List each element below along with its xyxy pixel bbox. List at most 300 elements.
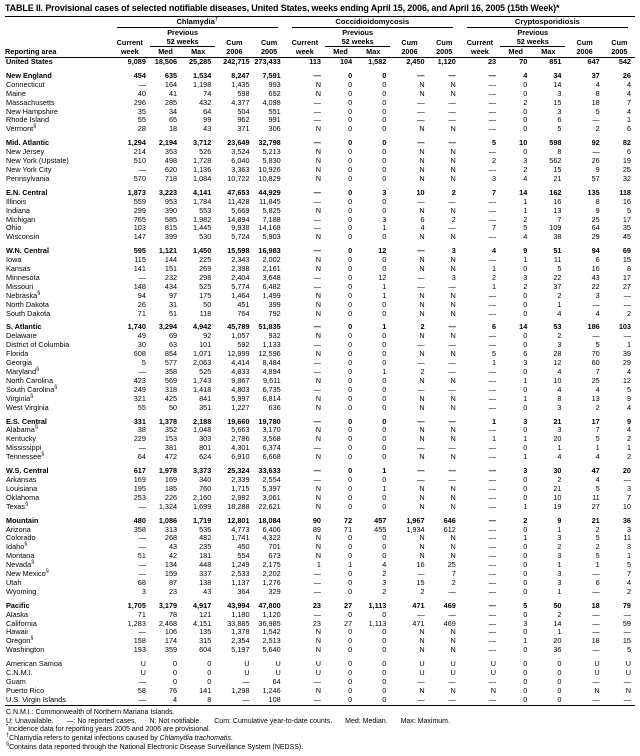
- value-cell: 1,435: [231, 79, 250, 89]
- value-cell: 5: [626, 384, 631, 394]
- reporting-area-cell: W.S. Central: [6, 466, 49, 476]
- value-cell: N: [450, 299, 456, 309]
- value-cell: 4,151: [193, 618, 212, 628]
- value-cell: —: [488, 501, 497, 511]
- value-cell: —: [313, 569, 321, 579]
- value-cell: 12,999: [227, 349, 250, 359]
- value-cell: 23,649: [227, 138, 250, 148]
- value-cell: 10,926: [258, 164, 281, 174]
- value-cell: 718: [164, 173, 178, 183]
- value-cell: 43: [203, 586, 212, 596]
- value-cell: 4: [626, 402, 631, 412]
- col-header-cum: Cum: [226, 37, 243, 47]
- value-cell: 673: [268, 551, 281, 561]
- value-cell: 4: [523, 70, 528, 80]
- value-cell: 159: [164, 569, 178, 579]
- value-cell: N: [315, 308, 321, 318]
- value-cell: 313: [164, 524, 178, 534]
- value-cell: —: [138, 627, 146, 637]
- value-cell: 598: [237, 88, 250, 98]
- value-cell: N: [419, 501, 425, 511]
- value-cell: 0: [382, 173, 387, 183]
- value-cell: 1,071: [193, 349, 212, 359]
- value-cell: 0: [382, 264, 387, 274]
- value-cell: 4: [595, 474, 600, 484]
- value-cell: —: [488, 340, 497, 350]
- value-cell: 3: [523, 416, 528, 426]
- value-cell: 0: [382, 255, 387, 265]
- value-cell: 0: [348, 264, 353, 274]
- value-cell: 0: [523, 694, 528, 704]
- value-cell: —: [448, 677, 456, 686]
- value-cell: 25,324: [227, 466, 250, 476]
- col-header-cum: Cum: [261, 37, 278, 47]
- value-cell: —: [592, 147, 600, 157]
- value-cell: 18,288: [227, 501, 250, 511]
- value-cell: —: [138, 367, 146, 376]
- value-cell: 0: [348, 173, 353, 183]
- value-cell: 624: [199, 452, 212, 462]
- reporting-area-cell: Ohio: [6, 223, 22, 233]
- value-cell: 53: [553, 322, 562, 332]
- value-cell: —: [313, 416, 321, 426]
- value-cell: 315: [199, 636, 212, 646]
- value-cell: 1,324: [158, 501, 178, 511]
- value-cell: 604: [199, 645, 212, 655]
- value-cell: 94: [591, 246, 600, 256]
- value-cell: 4: [626, 106, 631, 116]
- col-header-cum: Cum: [401, 37, 418, 47]
- value-cell: U: [625, 668, 631, 678]
- value-cell: —: [488, 97, 497, 107]
- value-cell: 0: [382, 70, 387, 80]
- value-cell: 242,715: [223, 57, 250, 66]
- value-cell: 472: [164, 452, 178, 462]
- value-cell: 299: [133, 205, 146, 215]
- value-cell: N: [419, 290, 425, 300]
- value-cell: 3: [557, 340, 562, 350]
- value-cell: —: [313, 577, 321, 587]
- value-cell: 1: [595, 443, 600, 453]
- value-cell: 89: [312, 524, 321, 534]
- value-cell: 106: [164, 627, 178, 637]
- value-cell: 2,063: [193, 358, 212, 368]
- value-cell: N: [419, 156, 425, 166]
- value-cell: 1: [523, 501, 528, 511]
- value-cell: N: [450, 349, 456, 359]
- value-cell: —: [313, 214, 321, 224]
- value-cell: 2: [523, 164, 528, 174]
- value-cell: —: [623, 677, 631, 686]
- value-cell: 318: [164, 384, 178, 394]
- value-cell: 0: [382, 501, 387, 511]
- value-cell: 0: [523, 290, 528, 300]
- value-cell: 4,917: [193, 600, 212, 610]
- value-cell: 3,373: [193, 466, 212, 476]
- value-cell: 51: [553, 246, 562, 256]
- value-cell: 0: [348, 322, 353, 332]
- value-cell: 457: [374, 515, 387, 525]
- col-header-2005: 2005: [429, 47, 460, 58]
- value-cell: 3: [557, 569, 562, 579]
- value-cell: —: [138, 569, 146, 579]
- value-cell: 70: [591, 349, 600, 359]
- value-cell: 148: [133, 281, 146, 291]
- value-cell: N: [450, 205, 456, 215]
- col-header-2006: 2006: [390, 47, 428, 58]
- value-cell: 1,120: [262, 609, 281, 619]
- value-cell: 620: [164, 164, 178, 174]
- value-cell: 3,524: [231, 147, 250, 157]
- value-cell: N: [315, 492, 321, 502]
- value-cell: —: [138, 677, 146, 686]
- value-cell: N: [450, 88, 456, 98]
- value-cell: 34: [553, 70, 562, 80]
- value-cell: 4: [626, 367, 631, 376]
- value-cell: N: [419, 533, 425, 543]
- value-cell: 0: [348, 501, 353, 511]
- table-row: [5, 462, 635, 476]
- value-cell: 358: [133, 524, 146, 534]
- value-cell: 1,741: [231, 533, 250, 543]
- value-cell: 1: [557, 443, 562, 453]
- footnote-cnmi: C.N.M.I.: Commonwealth of Northern Mariana Islands.: [6, 708, 175, 716]
- value-cell: 3: [523, 156, 528, 166]
- value-cell: 1,137: [231, 577, 250, 587]
- value-cell: 28: [137, 124, 146, 134]
- value-cell: 9,611: [263, 375, 281, 385]
- value-cell: —: [488, 255, 497, 265]
- dagger-marker: †: [6, 732, 10, 739]
- value-cell: 469: [443, 600, 456, 610]
- section-marker: §: [33, 123, 37, 130]
- value-cell: 0: [382, 474, 387, 484]
- value-cell: N: [315, 147, 321, 157]
- value-cell: 2,468: [158, 618, 178, 628]
- value-cell: 26: [137, 299, 146, 309]
- value-cell: —: [488, 308, 497, 318]
- value-cell: 20: [622, 466, 631, 476]
- value-cell: —: [623, 694, 631, 704]
- reporting-area-cell: Illinois: [6, 196, 27, 206]
- value-cell: 229: [133, 434, 146, 444]
- group-header-coccidioidomycosis: [285, 17, 460, 28]
- value-cell: N: [315, 156, 321, 166]
- value-cell: —: [138, 542, 146, 552]
- value-cell: 1,133: [262, 340, 281, 350]
- value-cell: 3: [626, 524, 631, 534]
- section-marker: §: [6, 741, 10, 748]
- value-cell: 854: [164, 349, 178, 359]
- value-cell: 0: [382, 694, 387, 704]
- value-cell: 2,202: [262, 569, 281, 579]
- value-cell: N: [450, 308, 456, 318]
- value-cell: 1,873: [127, 187, 146, 197]
- reporting-area-header: Reporting area: [5, 17, 110, 58]
- value-cell: —: [313, 70, 321, 80]
- value-cell: 0: [348, 384, 353, 394]
- value-cell: 6,406: [262, 524, 281, 534]
- col-header-current: Current: [291, 37, 319, 47]
- value-cell: 4: [595, 384, 600, 394]
- value-cell: 0: [348, 232, 353, 242]
- value-cell: 0: [523, 331, 528, 341]
- value-cell: 153: [164, 434, 178, 444]
- table-header: [5, 17, 635, 58]
- value-cell: 1: [557, 560, 562, 570]
- value-cell: N: [315, 425, 321, 435]
- table-row: [5, 175, 635, 184]
- col-header-2006: 2006: [565, 47, 603, 58]
- value-cell: 2,161: [262, 264, 281, 274]
- value-cell: 5: [626, 645, 631, 655]
- value-cell: 11: [592, 492, 600, 502]
- value-cell: 1,450: [193, 246, 212, 256]
- value-cell: 0: [348, 542, 353, 552]
- value-cell: 4,098: [262, 97, 281, 107]
- value-cell: 4,141: [193, 187, 212, 197]
- value-cell: 5,903: [262, 232, 281, 242]
- value-cell: —: [488, 79, 497, 89]
- value-cell: 3: [557, 106, 562, 116]
- value-cell: 0: [382, 677, 387, 686]
- reporting-area-cell: Alabama§: [6, 425, 38, 435]
- table-row: [5, 134, 635, 148]
- value-cell: N: [450, 402, 456, 412]
- value-cell: 1,499: [262, 290, 281, 300]
- value-cell: U: [490, 659, 497, 669]
- value-cell: —: [488, 577, 497, 587]
- value-cell: 25: [591, 214, 600, 224]
- value-cell: 25: [591, 375, 600, 385]
- value-cell: N: [315, 255, 321, 265]
- value-cell: N: [315, 375, 321, 385]
- value-cell: 10: [553, 375, 562, 385]
- value-cell: 2,194: [158, 138, 178, 148]
- value-cell: 0: [348, 466, 353, 476]
- value-cell: 0: [523, 124, 528, 134]
- value-cell: 6,482: [262, 281, 281, 291]
- value-cell: 1: [382, 290, 387, 300]
- value-cell: —: [592, 609, 600, 619]
- value-cell: 14: [519, 187, 528, 197]
- value-cell: U: [490, 668, 497, 678]
- value-cell: 1: [557, 299, 562, 309]
- value-cell: 12,801: [227, 515, 250, 525]
- value-cell: 851: [549, 57, 562, 66]
- value-cell: 0: [348, 627, 353, 637]
- value-cell: 3: [557, 533, 562, 543]
- reporting-area-cell: Indiana: [6, 205, 30, 215]
- value-cell: 0: [348, 367, 353, 376]
- value-cell: 0: [348, 156, 353, 166]
- value-cell: —: [592, 331, 600, 341]
- value-cell: N: [450, 156, 456, 166]
- table-row: [5, 655, 635, 669]
- value-cell: 2: [492, 272, 497, 282]
- value-cell: 425: [164, 393, 178, 403]
- value-cell: 249: [133, 384, 146, 394]
- value-cell: 65: [168, 115, 178, 125]
- value-cell: 169: [164, 474, 178, 484]
- value-cell: 0: [382, 425, 387, 435]
- value-cell: N: [315, 452, 321, 462]
- reporting-area-cell: American Samoa: [6, 659, 62, 669]
- reporting-area-cell: Vermont§: [6, 123, 37, 134]
- value-cell: —: [313, 609, 321, 619]
- legend-item: —: No reported cases.: [66, 717, 137, 725]
- col-header-previous: Previous: [167, 28, 199, 37]
- value-cell: 701: [268, 542, 281, 552]
- value-cell: 45,789: [227, 322, 250, 332]
- value-cell: 5: [595, 483, 600, 493]
- value-cell: —: [488, 452, 497, 462]
- value-cell: 1,048: [193, 425, 212, 435]
- col-header-cum: Cum: [611, 37, 628, 47]
- value-cell: 0: [557, 659, 562, 669]
- value-cell: 5,669: [231, 205, 250, 215]
- reporting-area-cell: Oregon§: [6, 635, 34, 646]
- value-cell: 3: [492, 173, 497, 183]
- value-cell: N: [450, 173, 456, 183]
- reporting-area-cell: Puerto Rico: [6, 685, 45, 695]
- value-cell: 2: [557, 290, 562, 300]
- reporting-area-cell: Utah: [6, 577, 22, 587]
- value-cell: 0: [382, 627, 387, 637]
- value-cell: 0: [348, 636, 353, 646]
- value-cell: 185: [164, 483, 178, 493]
- value-cell: N: [419, 375, 425, 385]
- value-cell: —: [488, 70, 497, 80]
- value-cell: 10,722: [227, 173, 250, 183]
- value-cell: N: [419, 452, 425, 462]
- value-cell: 3: [626, 483, 631, 493]
- value-cell: 0: [207, 659, 212, 669]
- value-cell: N: [450, 551, 456, 561]
- value-cell: 5,640: [262, 645, 281, 655]
- value-cell: 1,967: [406, 515, 425, 525]
- value-cell: —: [448, 694, 456, 704]
- value-cell: 434: [164, 281, 178, 291]
- value-cell: 19,780: [258, 416, 281, 426]
- value-cell: 2: [492, 156, 497, 166]
- value-cell: N: [315, 331, 321, 341]
- value-cell: 0: [348, 375, 353, 385]
- value-cell: —: [448, 384, 456, 394]
- value-cell: 11,845: [258, 196, 281, 206]
- value-cell: 2: [626, 308, 631, 318]
- reporting-area-cell: E.N. Central: [6, 187, 48, 197]
- value-cell: 0: [523, 483, 528, 493]
- value-cell: 0: [348, 434, 353, 444]
- value-cell: 1,699: [193, 501, 212, 511]
- reporting-area-cell: S. Atlantic: [6, 322, 42, 332]
- value-cell: 432: [199, 97, 212, 107]
- value-cell: 841: [199, 393, 212, 403]
- col-header-week: week: [110, 47, 150, 58]
- value-cell: 2,175: [262, 560, 281, 570]
- value-cell: 0: [523, 668, 528, 678]
- value-cell: —: [592, 299, 600, 309]
- value-cell: 92: [591, 138, 600, 148]
- value-cell: 118: [619, 187, 631, 197]
- col-header-52weeks: 52 weeks: [500, 37, 565, 47]
- value-cell: —: [313, 97, 321, 107]
- section-marker: §: [25, 501, 29, 508]
- value-cell: 1: [626, 340, 631, 350]
- legend-item: Med: Median.: [345, 717, 388, 725]
- value-cell: 7: [451, 569, 456, 579]
- value-cell: —: [488, 402, 497, 412]
- value-cell: 1: [523, 205, 528, 215]
- value-cell: 15: [553, 164, 562, 174]
- value-cell: —: [448, 443, 456, 453]
- value-cell: —: [623, 299, 631, 309]
- value-cell: 14,894: [227, 214, 250, 224]
- value-cell: N: [419, 299, 425, 309]
- value-cell: 151: [164, 264, 178, 274]
- value-cell: 1,534: [193, 70, 212, 80]
- value-cell: 1,121: [158, 246, 178, 256]
- value-cell: 1,378: [231, 627, 250, 637]
- value-cell: N: [450, 542, 456, 552]
- value-cell: 8: [557, 393, 562, 403]
- value-cell: N: [450, 434, 456, 444]
- value-cell: 1,227: [231, 402, 250, 412]
- value-cell: 3,712: [193, 138, 212, 148]
- value-cell: 562: [549, 156, 562, 166]
- value-cell: 962: [237, 115, 250, 125]
- value-cell: 1,982: [193, 214, 212, 224]
- value-cell: 7: [557, 214, 562, 224]
- value-cell: 8: [557, 147, 562, 157]
- value-cell: 36,985: [258, 618, 281, 628]
- value-cell: N: [490, 685, 497, 695]
- section-marker: §: [54, 384, 58, 391]
- value-cell: —: [488, 299, 497, 309]
- value-cell: 381: [164, 443, 178, 453]
- value-cell: 2: [626, 434, 631, 444]
- value-cell: 0: [557, 685, 562, 695]
- value-cell: 306: [268, 124, 281, 134]
- value-cell: 1: [595, 560, 600, 570]
- value-cell: —: [417, 115, 425, 125]
- value-cell: 19,660: [227, 416, 250, 426]
- value-cell: 79: [622, 600, 631, 610]
- table-row: [5, 242, 635, 256]
- value-cell: 608: [133, 349, 146, 359]
- value-cell: N: [450, 164, 456, 174]
- value-cell: 17: [622, 214, 631, 224]
- value-cell: N: [419, 393, 425, 403]
- value-cell: 147: [133, 232, 146, 242]
- value-cell: 99: [203, 115, 212, 125]
- value-cell: 17: [591, 416, 600, 426]
- table-body: [5, 58, 635, 706]
- value-cell: —: [138, 79, 146, 89]
- value-cell: 15,598: [227, 246, 250, 256]
- value-cell: 0: [348, 106, 353, 116]
- value-cell: 15: [622, 636, 631, 646]
- value-cell: 0: [348, 677, 353, 686]
- value-cell: 1: [557, 524, 562, 534]
- value-cell: —: [313, 196, 321, 206]
- value-cell: N: [419, 255, 425, 265]
- value-cell: 4: [382, 560, 387, 570]
- value-cell: 51: [168, 308, 178, 318]
- value-cell: 64: [272, 677, 281, 686]
- value-cell: 765: [133, 214, 146, 224]
